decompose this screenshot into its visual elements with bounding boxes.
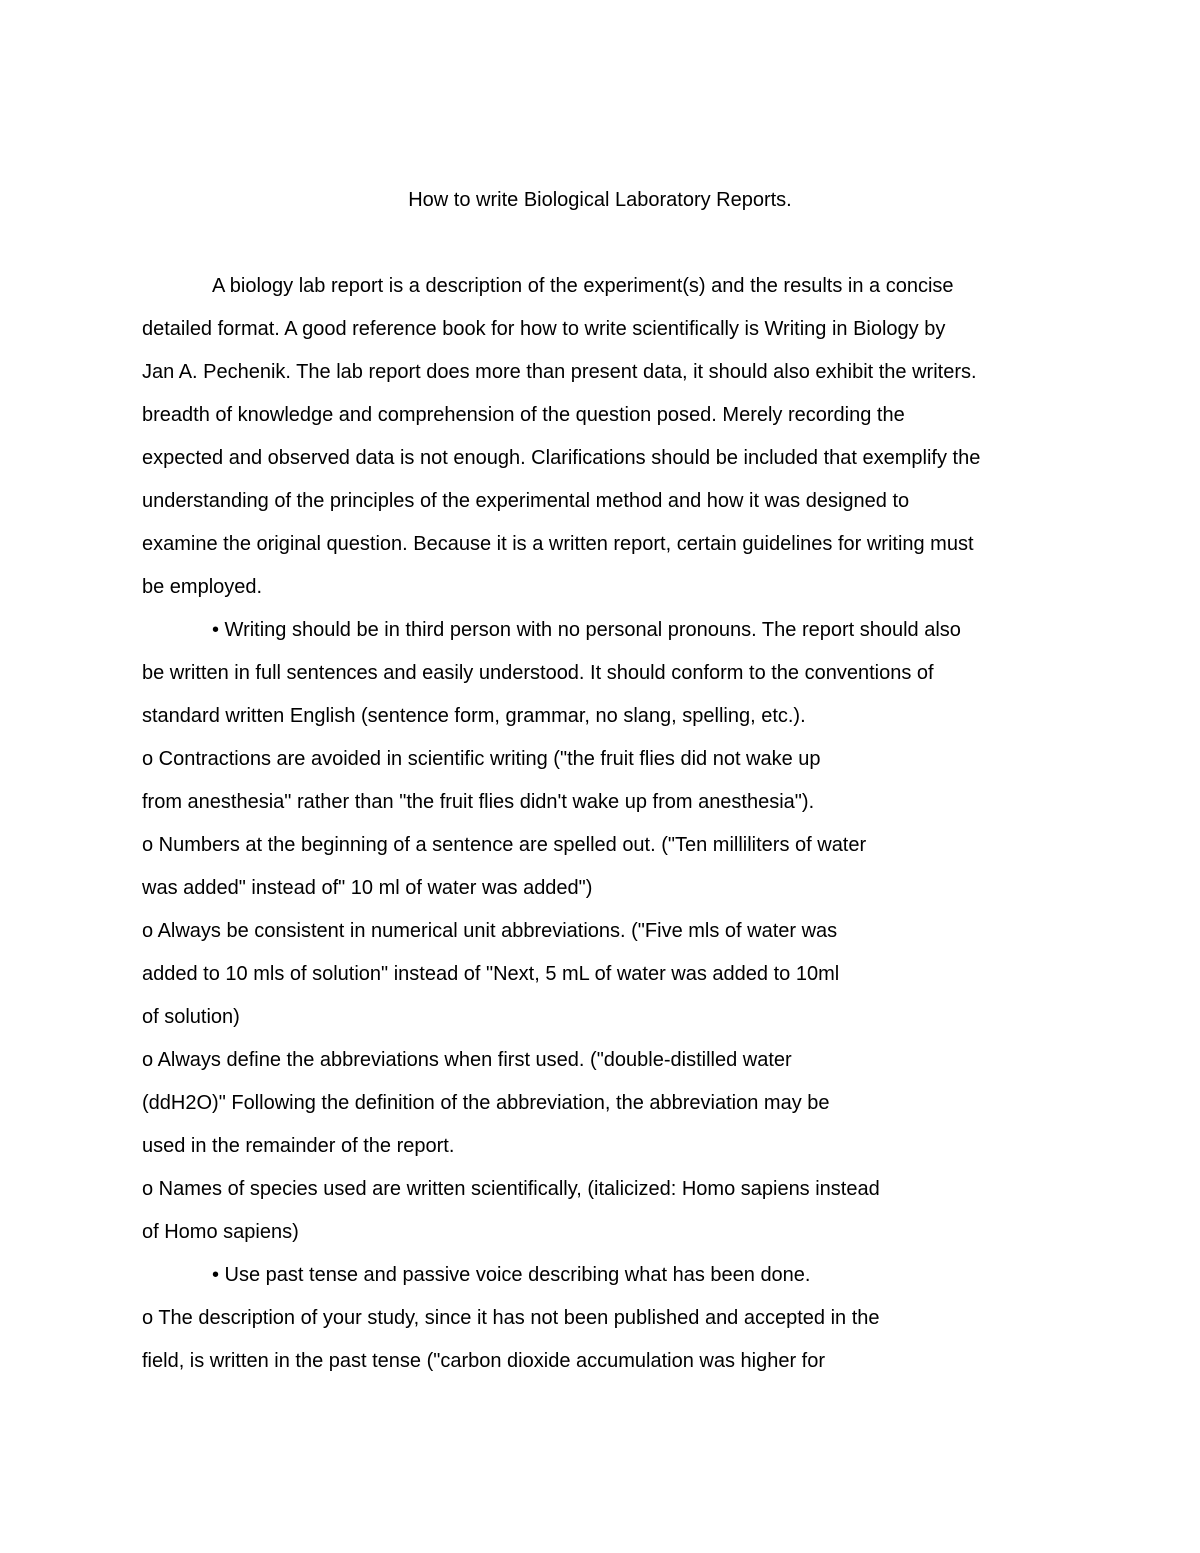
- sub-point-line: o Always be consistent in numerical unit abbreviations. ("Five mls of water was: [142, 920, 838, 942]
- bullet-line: standard written English (sentence form, grammar, no slang, spelling, etc.).: [142, 705, 806, 727]
- document-title: How to write Biological Laboratory Reports.: [408, 189, 792, 211]
- sub-point-line: from anesthesia" rather than "the fruit flies didn't wake up from anesthesia").: [142, 791, 815, 813]
- sub-point-line: o Always define the abbreviations when first used. ("double-distilled water: [142, 1049, 792, 1071]
- bullet-line: be written in full sentences and easily understood. It should conform to the conventions of: [142, 662, 934, 684]
- sub-point-line: of solution): [142, 1006, 240, 1028]
- intro-line: examine the original question. Because it is a written report, certain guidelines for writing must: [142, 533, 974, 555]
- sub-point-line: field, is written in the past tense ("carbon dioxide accumulation was higher for: [142, 1350, 826, 1372]
- sub-point-line: was added" instead of" 10 ml of water was added"): [142, 877, 593, 899]
- sub-point-line: of Homo sapiens): [142, 1221, 299, 1243]
- intro-line: detailed format. A good reference book for how to write scientifically is Writing in Biology by: [142, 318, 946, 340]
- bullet-line: • Use past tense and passive voice describing what has been done.: [212, 1264, 811, 1286]
- intro-line: understanding of the principles of the experimental method and how it was designed to: [142, 490, 910, 512]
- intro-line: breadth of knowledge and comprehension of the question posed. Merely recording the: [142, 404, 905, 426]
- intro-line: Jan A. Pechenik. The lab report does more than present data, it should also exhibit the writers.: [142, 361, 977, 383]
- intro-line: expected and observed data is not enough. Clarifications should be included that exemplify the: [142, 447, 981, 469]
- sub-point-line: o Contractions are avoided in scientific writing ("the fruit flies did not wake up: [142, 748, 821, 770]
- sub-point-line: o The description of your study, since it has not been published and accepted in the: [142, 1307, 880, 1329]
- sub-point-line: o Names of species used are written scientifically, (italicized: Homo sapiens instead: [142, 1178, 880, 1200]
- intro-line: be employed.: [142, 576, 263, 598]
- sub-point-line: o Numbers at the beginning of a sentence are spelled out. ("Ten milliliters of water: [142, 834, 867, 856]
- bullet-line: • Writing should be in third person with no personal pronouns. The report should also: [212, 619, 961, 641]
- sub-point-line: added to 10 mls of solution" instead of "Next, 5 mL of water was added to 10ml: [142, 963, 840, 985]
- sub-point-line: (ddH2O)" Following the definition of the abbreviation, the abbreviation may be: [142, 1092, 830, 1114]
- sub-point-line: used in the remainder of the report.: [142, 1135, 455, 1157]
- intro-line: A biology lab report is a description of the experiment(s) and the results in a concise: [212, 275, 954, 297]
